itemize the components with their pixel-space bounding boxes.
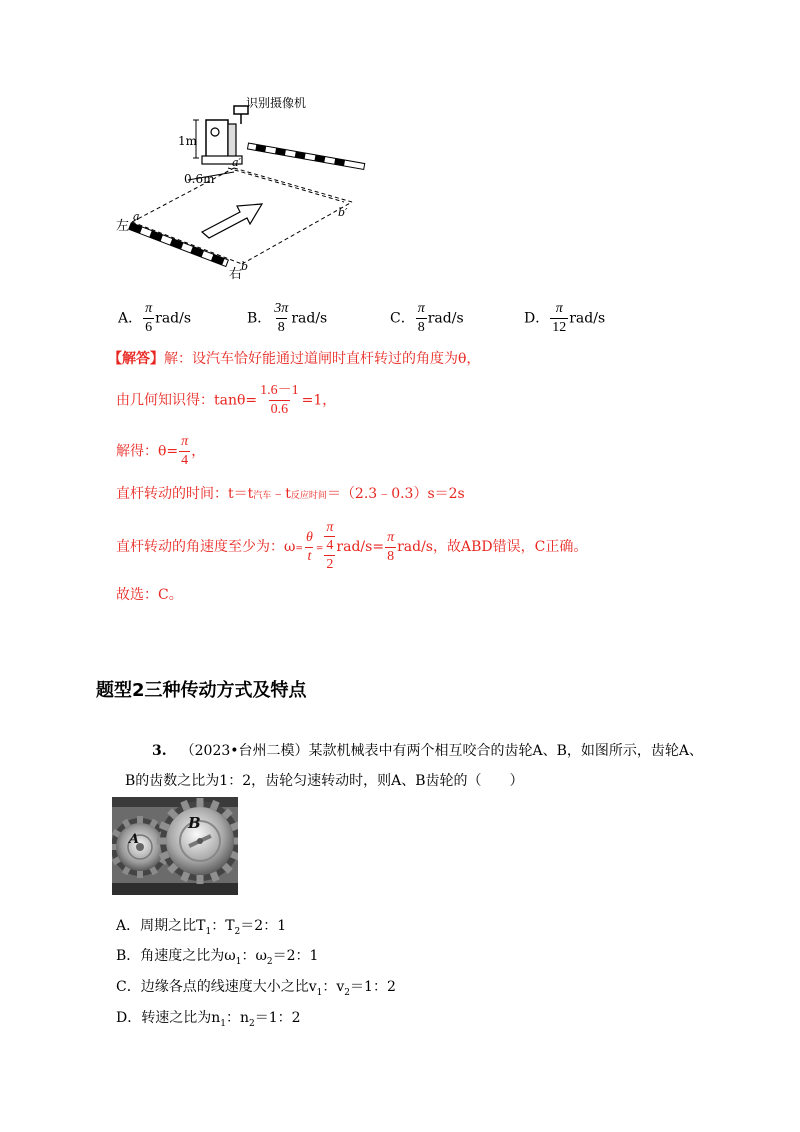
gate-diagram — [110, 92, 370, 282]
solution-line-3: 解得：θ= $\frac{\pi}{4}$ ， — [116, 434, 206, 468]
question-3-line-1: 3. （2023•台州二模）某款机械表中有两个相互咬合的齿轮A、B，如图所示，齿轮A、 — [152, 743, 704, 759]
option-1b: B． $\frac{3\pi}{8}$ rad/s — [247, 301, 328, 335]
point-b-prime-label: b′ — [338, 206, 348, 219]
question-3-line-2: B的齿数之比为1：2，齿轮匀速转动时，则A、B齿轮的（ ） — [125, 773, 524, 789]
height-label: 1m — [178, 134, 198, 148]
right-label: 右 — [229, 267, 243, 282]
solution-line-5: 直杆转动的角速度至少为：ω= $\frac{\theta}{t}$ = π 4 2 rad/s= $\frac{\pi}{8}$ rad/s，故ABD错误，C正确。 — [116, 520, 588, 572]
point-b-label: b — [241, 260, 249, 273]
solution-line-4: 直杆转动的时间：t＝t汽车﹣t反应时间＝（2.3﹣0.3）s＝2s — [116, 486, 465, 502]
section-heading: 题型2三种传动方式及特点 — [96, 680, 307, 701]
point-a-prime-label: a′ — [232, 156, 242, 169]
option-1a: A． $\frac{\pi}{6}$ rad/s — [118, 301, 192, 335]
option-3c: C．边缘各点的线速度大小之比$v_1$：$v_2=1$：2 — [116, 979, 396, 998]
option-3a: A．周期之比$T_1$：$T_2=2$：1 — [116, 918, 287, 937]
solution-line-2: 由几何知识得：tanθ= $\frac{1.6-1}{0.6}$ =1， — [116, 383, 337, 417]
option-3d: D．转速之比为$n_1$：$n_2=1$：2 — [116, 1010, 301, 1029]
option-1d: D． $\frac{\pi}{12}$ rad/s — [524, 301, 606, 335]
camera-label: 识别摄像机 — [246, 96, 307, 110]
solution-line-6: 故选：C。 — [116, 587, 183, 603]
point-a-label: a — [133, 210, 140, 223]
gear-b-label: B — [188, 814, 201, 832]
solution-line-1: 【解答】解：设汽车恰好能通过道闸时直杆转过的角度为θ， — [108, 351, 481, 367]
width-label: 0.6m — [184, 172, 215, 186]
option-1c: C． $\frac{\pi}{8}$ rad/s — [390, 301, 464, 335]
left-label: 左 — [116, 219, 130, 234]
gear-a-label: A — [129, 832, 140, 847]
option-3b: B．角速度之比为$\omega_1$：$\omega_2=2$：1 — [116, 948, 319, 967]
